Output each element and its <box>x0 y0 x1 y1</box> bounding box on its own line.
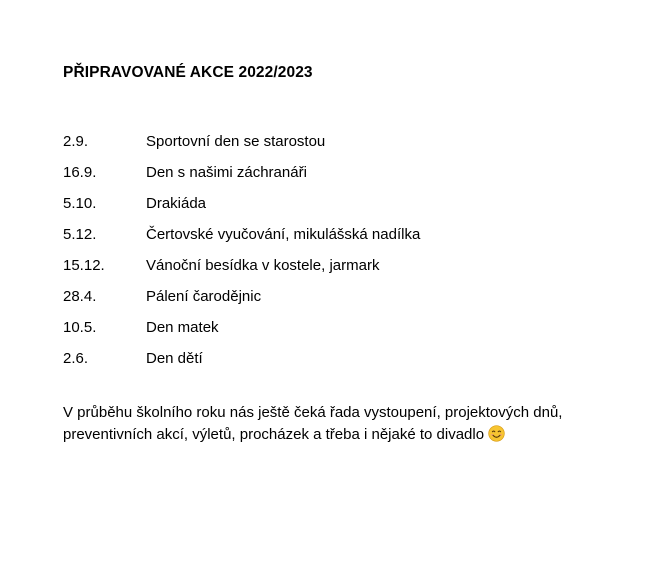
closing-note-text: V průběhu školního roku nás ještě čeká řada vystoupení, projektových dnů, preventivních akcí, výletů, procházek a třeba i nějaké to divadlo <box>63 404 563 443</box>
event-row <box>63 349 623 380</box>
document-page <box>63 62 623 461</box>
event-row <box>63 163 623 194</box>
event-name: Den matek <box>146 319 219 336</box>
event-row <box>63 225 623 256</box>
events-list <box>63 132 623 380</box>
event-date: 10.5. <box>63 319 97 336</box>
event-date: 16.9. <box>63 164 97 181</box>
event-date: 2.6. <box>63 350 89 367</box>
event-row <box>63 287 623 318</box>
event-date: 28.4. <box>63 288 97 305</box>
event-name: Sportovní den se starostou <box>146 133 326 150</box>
event-date: 5.12. <box>63 226 97 243</box>
event-row <box>63 194 623 225</box>
event-date: 2.9. <box>63 133 89 150</box>
event-row <box>63 132 623 163</box>
event-row <box>63 318 623 349</box>
document-title: PŘIPRAVOVANÉ AKCE 2022/2023 <box>63 64 313 81</box>
event-date: 15.12. <box>63 257 105 274</box>
event-date: 5.10. <box>63 195 97 212</box>
smiling-face-icon <box>488 425 505 442</box>
event-name: Vánoční besídka v kostele, jarmark <box>146 257 380 274</box>
event-name: Pálení čarodějnic <box>146 288 262 305</box>
event-name: Den dětí <box>146 350 203 367</box>
event-name: Čertovské vyučování, mikulášská nadílka <box>146 226 421 243</box>
closing-note <box>63 402 583 446</box>
event-name: Den s našimi záchranáři <box>146 164 307 181</box>
event-row <box>63 256 623 287</box>
event-name: Drakiáda <box>146 195 207 212</box>
